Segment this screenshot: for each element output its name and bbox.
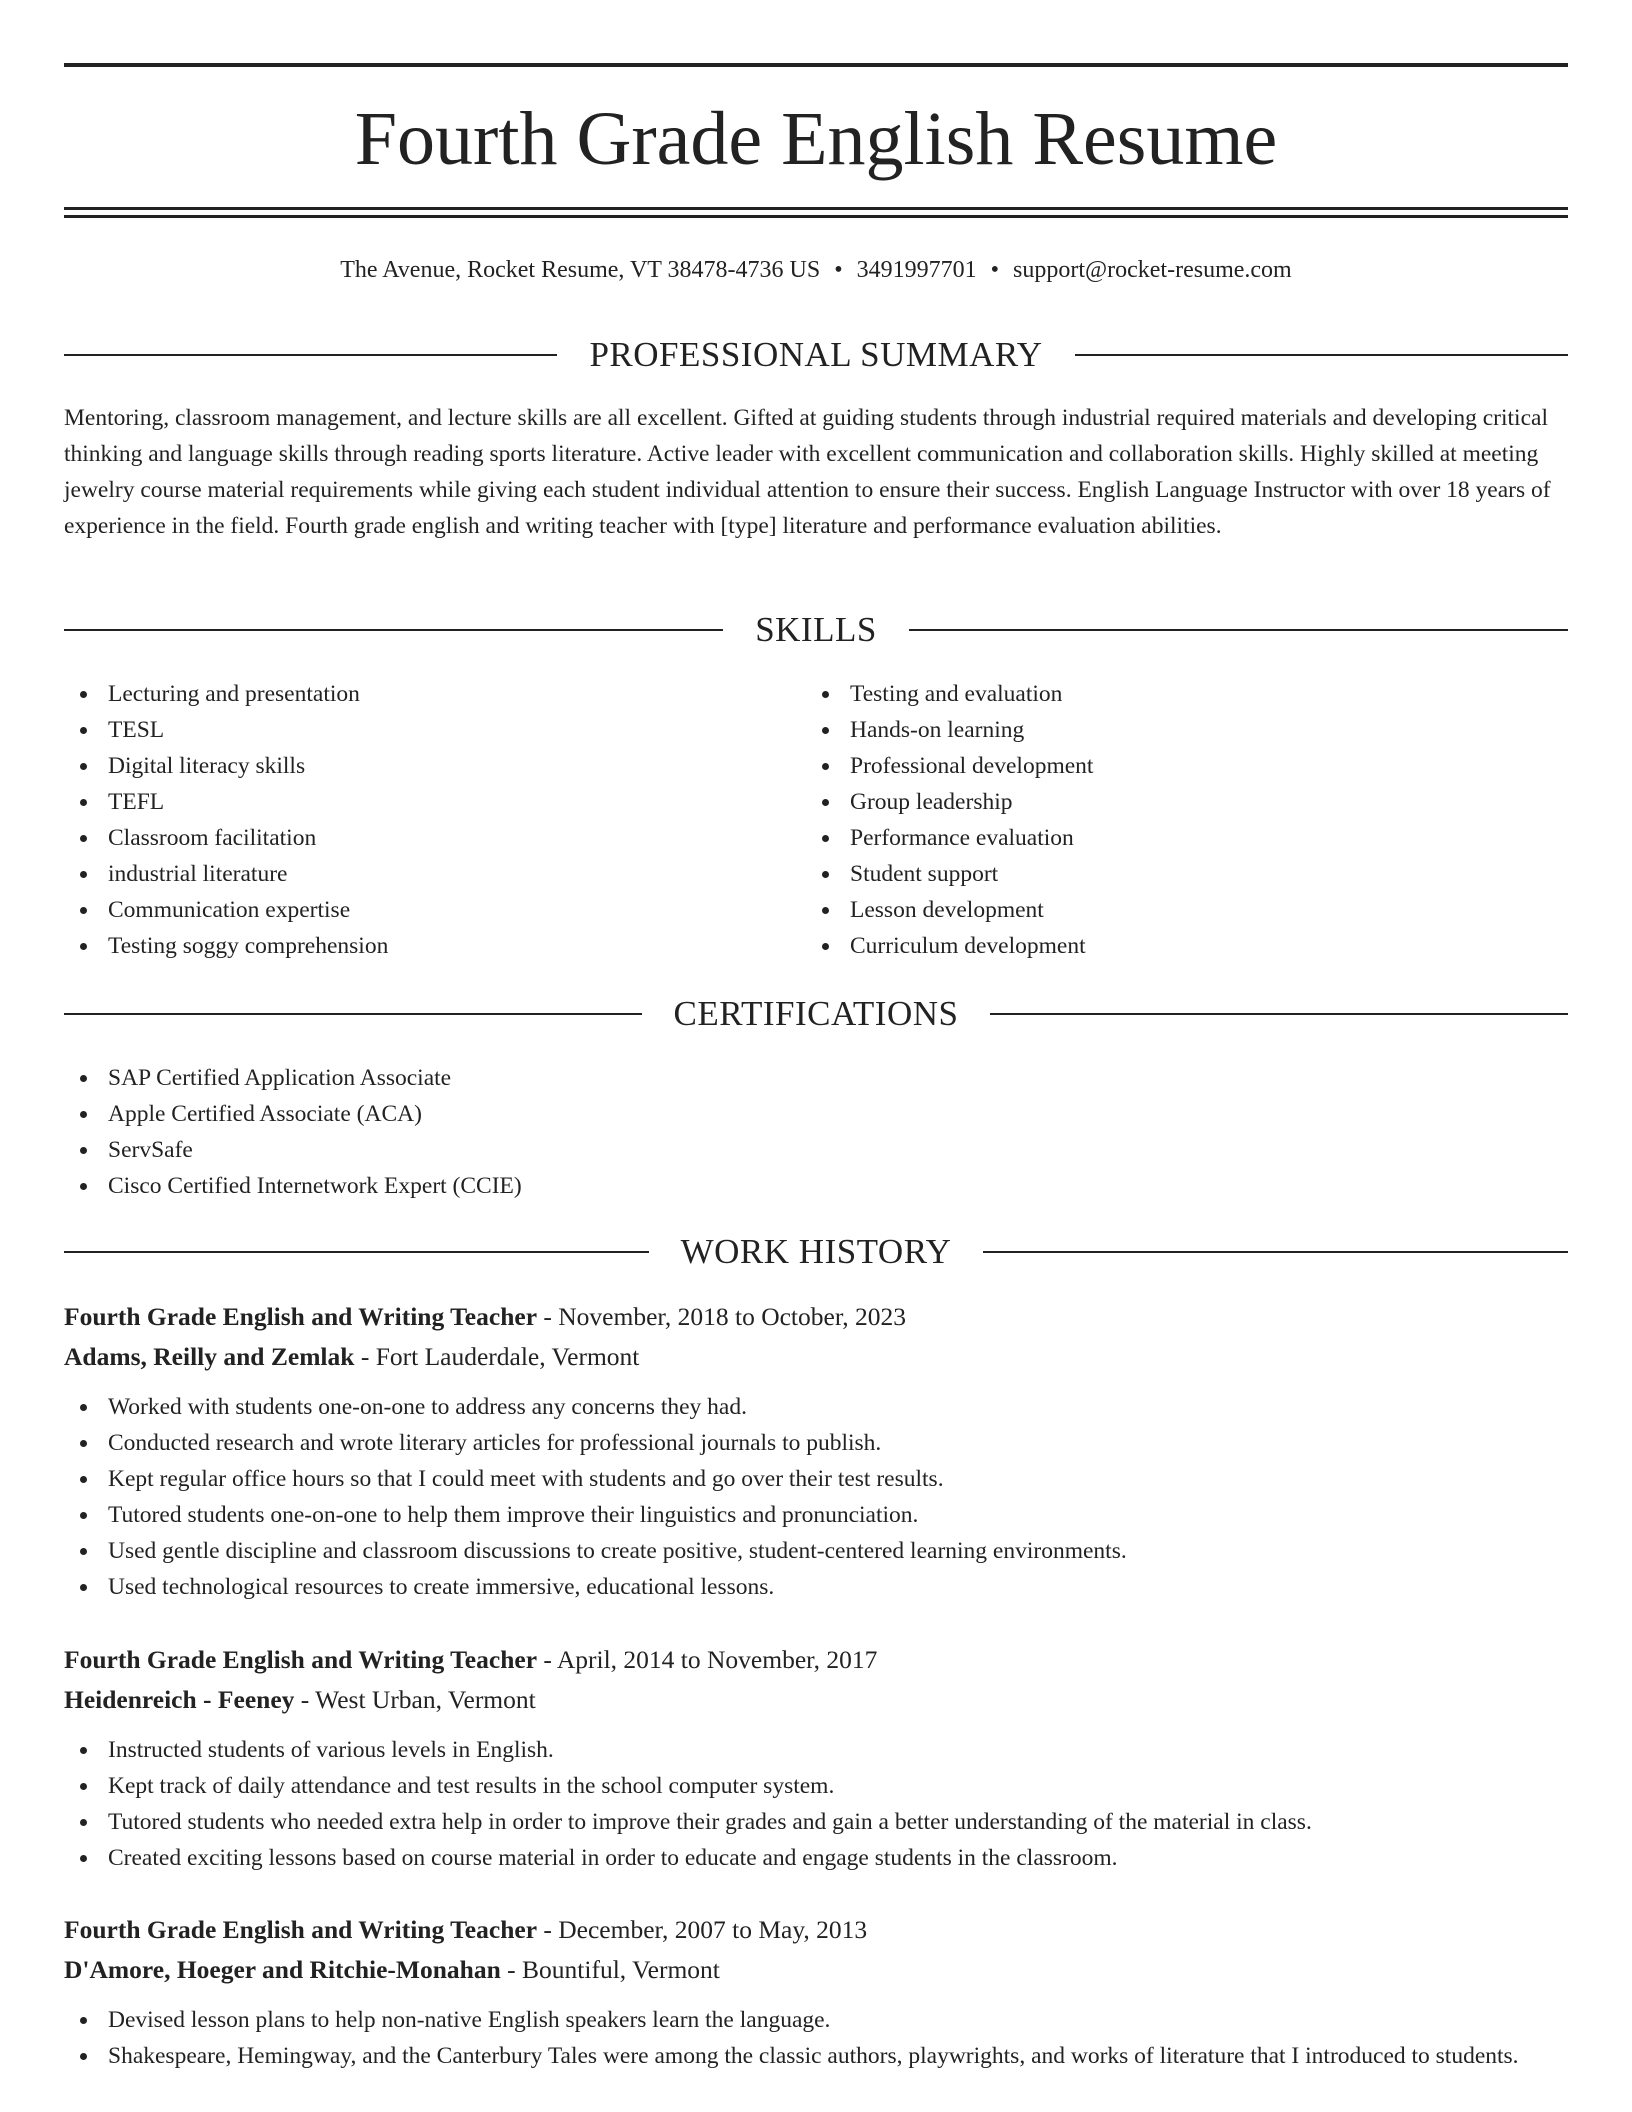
contact-separator: •: [990, 257, 1000, 283]
list-item: ServSafe: [64, 1132, 1568, 1168]
contact-phone[interactable]: 3491997701: [856, 257, 977, 283]
contact-email[interactable]: support@rocket-resume.com: [1013, 257, 1292, 283]
skills-list-right: [806, 676, 1566, 964]
job-title: Fourth Grade English and Writing Teacher: [64, 1915, 538, 1944]
list-item: Student support: [806, 856, 1566, 892]
job-company: Heidenreich - Feeney: [64, 1685, 295, 1714]
job-company: Adams, Reilly and Zemlak: [64, 1342, 355, 1371]
list-item: industrial literature: [64, 856, 804, 892]
list-item: Worked with students one-on-one to address any concerns they had.: [64, 1389, 1568, 1425]
job-title: Fourth Grade English and Writing Teacher: [64, 1645, 538, 1674]
job-company-line: [64, 1950, 1568, 1990]
list-item: TESL: [64, 712, 804, 748]
top-rule: [64, 63, 1568, 67]
list-item: Communication expertise: [64, 892, 804, 928]
job-entry: [64, 1640, 1568, 1876]
section-heading-work-history: [64, 1230, 1568, 1274]
skills-list-left: [64, 676, 804, 964]
job-entry: [64, 1297, 1568, 1605]
heading-rule-right: [983, 1251, 1568, 1253]
section-title: CERTIFICATIONS: [673, 994, 959, 1033]
list-item: Tutored students one-on-one to help them improve their linguistics and pronunciation.: [64, 1497, 1568, 1533]
list-item: Instructed students of various levels in English.: [64, 1732, 1568, 1768]
heading-rule-left: [64, 354, 557, 356]
summary-text: Mentoring, classroom management, and lecture skills are all excellent. Gifted at guiding students through industrial required materials and developing critical thinking and language skills through reading sports literature. Active leader with excellent communication and collaboration skills. Highly skilled at meeting jewelry course material requirements while giving each student individual attention to ensure their success. English Language Instructor with over 18 years of experience in the field. Fourth grade english and writing teacher with [type] literature and performance evaluation abilities.: [64, 405, 1551, 539]
list-item: Shakespeare, Hemingway, and the Canterbury Tales were among the classic authors, playwrights, and works of literature that I introduced to students.: [64, 2038, 1568, 2074]
list-item: Group leadership: [806, 784, 1566, 820]
list-item: Cisco Certified Internetwork Expert (CCIE): [64, 1168, 1568, 1204]
list-item: SAP Certified Application Associate: [64, 1060, 1568, 1096]
list-item: Conducted research and wrote literary articles for professional journals to publish.: [64, 1425, 1568, 1461]
heading-rule-left: [64, 629, 723, 631]
contact-separator: •: [834, 257, 843, 283]
job-entry: [64, 1910, 1568, 2074]
heading-rule-right: [990, 1013, 1568, 1015]
heading-rule-right: [1075, 354, 1568, 356]
section-title: SKILLS: [755, 610, 877, 649]
job-company-line: [64, 1337, 1568, 1377]
section-heading-skills: [64, 608, 1568, 652]
list-item: Kept regular office hours so that I could meet with students and go over their test results.: [64, 1461, 1568, 1497]
title-double-rule: [64, 207, 1568, 218]
job-title-line: [64, 1640, 1568, 1680]
list-item: Testing soggy comprehension: [64, 928, 804, 964]
certifications-list: [64, 1060, 1568, 1204]
job-location: - Fort Lauderdale, Vermont: [354, 1342, 640, 1371]
heading-rule-left: [64, 1251, 649, 1253]
list-item: Professional development: [806, 748, 1566, 784]
list-item: Created exciting lessons based on course material in order to educate and engage students in the classroom.: [64, 1840, 1568, 1876]
list-item: Hands-on learning: [806, 712, 1566, 748]
list-item: Curriculum development: [806, 928, 1566, 964]
job-duties-list: [64, 1389, 1568, 1605]
job-company-line: [64, 1680, 1568, 1720]
job-company: D'Amore, Hoeger and Ritchie-Monahan: [64, 1955, 501, 1984]
contact-address: The Avenue, Rocket Resume, VT 38478-4736 US: [340, 257, 821, 283]
resume-title: Fourth Grade English Resume: [354, 97, 1278, 181]
section-heading-summary: [64, 333, 1568, 377]
list-item: Tutored students who needed extra help in order to improve their grades and gain a better understanding of the material in class.: [64, 1804, 1568, 1840]
list-item: Performance evaluation: [806, 820, 1566, 856]
list-item: Kept track of daily attendance and test results in the school computer system.: [64, 1768, 1568, 1804]
job-dates: - December, 2007 to May, 2013: [537, 1915, 868, 1944]
list-item: Devised lesson plans to help non-native English speakers learn the language.: [64, 2002, 1568, 2038]
list-item: TEFL: [64, 784, 804, 820]
contact-line: [64, 254, 1568, 286]
list-item: Classroom facilitation: [64, 820, 804, 856]
job-location: - Bountiful, Vermont: [500, 1955, 720, 1984]
list-item: Apple Certified Associate (ACA): [64, 1096, 1568, 1132]
job-duties-list: [64, 2002, 1568, 2074]
section-title: PROFESSIONAL SUMMARY: [589, 335, 1043, 374]
job-location: - West Urban, Vermont: [294, 1685, 536, 1714]
list-item: Lesson development: [806, 892, 1566, 928]
list-item: Used technological resources to create immersive, educational lessons.: [64, 1569, 1568, 1605]
list-item: Testing and evaluation: [806, 676, 1566, 712]
list-item: Lecturing and presentation: [64, 676, 804, 712]
job-title: Fourth Grade English and Writing Teacher: [64, 1302, 538, 1331]
heading-rule-right: [909, 629, 1568, 631]
section-title: WORK HISTORY: [680, 1232, 952, 1271]
job-title-line: [64, 1910, 1568, 1950]
section-heading-certifications: [64, 992, 1568, 1036]
list-item: Digital literacy skills: [64, 748, 804, 784]
job-dates: - November, 2018 to October, 2023: [537, 1302, 907, 1331]
job-title-line: [64, 1297, 1568, 1337]
job-duties-list: [64, 1732, 1568, 1876]
heading-rule-left: [64, 1013, 642, 1015]
job-dates: - April, 2014 to November, 2017: [537, 1645, 878, 1674]
list-item: Used gentle discipline and classroom discussions to create positive, student-centered learning environments.: [64, 1533, 1568, 1569]
